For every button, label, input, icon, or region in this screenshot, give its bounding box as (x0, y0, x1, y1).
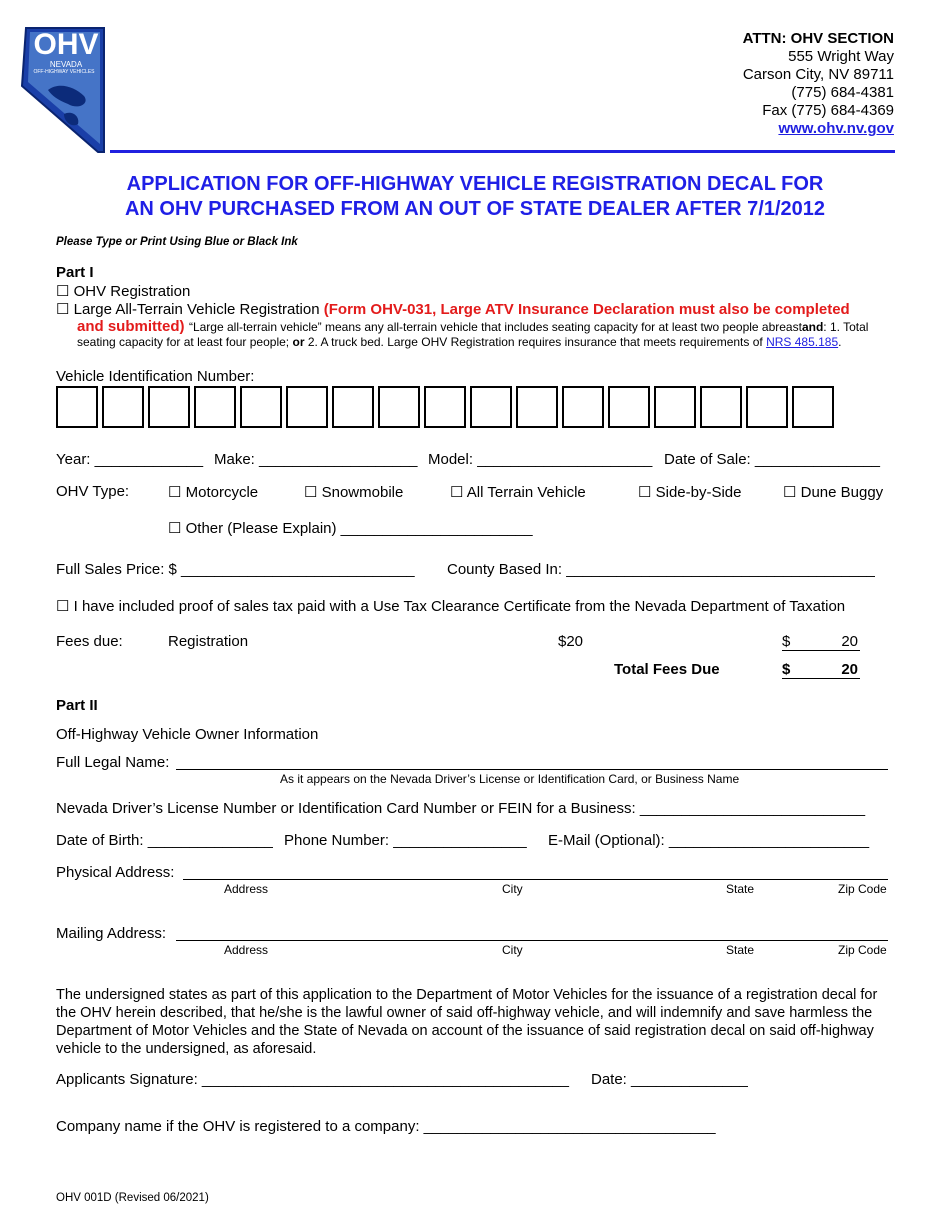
logo-line1: NEVADA (49, 60, 83, 69)
physical-col-address: Address (224, 882, 269, 896)
mailing-col-address: Address (224, 943, 269, 957)
ink-note: Please Type or Print Using Blue or Black Ink (56, 236, 298, 248)
vin-box[interactable] (56, 386, 98, 428)
vin-box[interactable] (700, 386, 742, 428)
vin-box[interactable] (424, 386, 466, 428)
type-atv-checkbox[interactable]: ☐ All Terrain Vehicle (450, 484, 586, 501)
vin-box[interactable] (332, 386, 374, 428)
type-dune-buggy-checkbox[interactable]: ☐ Dune Buggy (783, 484, 884, 501)
def-c: seating capacity for at least four people; (77, 335, 290, 349)
large-atv-warning: (Form OHV-031, Large ATV Insurance Declaration must also be completed (323, 301, 850, 318)
large-atv-definition-2: seating capacity for at least four people; or 2. A truck bed. Large OHV Registration requires insurance that meets requirements of NRS 485.185. (77, 335, 842, 349)
vin-box[interactable] (148, 386, 190, 428)
total-fees-label: Total Fees Due (614, 661, 720, 678)
city: Carson City, NV 89711 (742, 66, 894, 83)
physical-address-label: Physical Address: (56, 864, 175, 881)
ohv-registration-checkbox[interactable]: ☐ OHV Registration (56, 283, 191, 300)
mailing-address-label: Mailing Address: (56, 925, 167, 942)
dob-field[interactable]: Date of Birth: _______________ (56, 832, 273, 849)
def-a: “Large all-terrain vehicle” means any all-terrain vehicle that includes seating capacity for at least two people abreast (188, 320, 802, 334)
physical-col-zip: Zip Code (838, 882, 887, 896)
tax-clearance-checkbox[interactable]: ☐ I have included proof of sales tax paid with a Use Tax Clearance Certificate from the Nevada Department of Taxation (56, 598, 846, 615)
physical-col-state: State (726, 882, 755, 896)
phone: (775) 684-4381 (791, 84, 894, 101)
vin-label: Vehicle Identification Number: (56, 368, 255, 385)
large-atv-checkbox[interactable]: ☐ Large All-Terrain Vehicle Registration (56, 301, 320, 318)
county-field[interactable]: County Based In: _____________________________________ (447, 561, 875, 578)
email-field[interactable]: E-Mail (Optional): ________________________ (548, 832, 870, 849)
title-line2: AN OHV PURCHASED FROM AN OUT OF STATE DEALER AFTER 7/1/2012 (124, 198, 826, 220)
large-atv-warning-end: and submitted) (77, 318, 185, 335)
logo-line2: OFF-HIGHWAY VEHICLES (33, 69, 95, 75)
part2-heading: Part II (56, 697, 98, 714)
type-snowmobile-checkbox[interactable]: ☐ Snowmobile (304, 484, 404, 501)
large-atv-option (56, 300, 850, 318)
physical-col-city: City (502, 882, 523, 896)
company-name-field[interactable]: Company name if the OHV is registered to a company: ___________________________________ (56, 1118, 716, 1135)
fee-line-total (782, 633, 860, 651)
type-side-by-side-checkbox[interactable]: ☐ Side-by-Side (638, 484, 742, 501)
fees-label: Fees due: (56, 633, 123, 650)
legal-name-note: As it appears on the Nevada Driver’s License or Identification Card, or Business Name (280, 772, 740, 786)
fee-amount: $20 (558, 633, 584, 650)
mailing-col-city: City (502, 943, 523, 957)
sales-price-field[interactable]: Full Sales Price: $ ____________________________ (56, 561, 415, 578)
vin-box[interactable] (746, 386, 788, 428)
vin-box[interactable] (102, 386, 144, 428)
signature-date-field[interactable]: Date: ______________ (591, 1071, 748, 1088)
make-field[interactable]: Make: ___________________ (214, 451, 418, 468)
nrs-link[interactable]: NRS 485.185 (766, 335, 839, 349)
large-atv-definition (77, 318, 917, 336)
vin-box[interactable] (194, 386, 236, 428)
attn-label: ATTN: OHV SECTION (742, 30, 894, 47)
type-other-checkbox[interactable]: ☐ Other (Please Explain) _______________________ (168, 520, 533, 537)
title-line1: APPLICATION FOR OFF-HIGHWAY VEHICLE REGISTRATION DECAL FOR (126, 173, 824, 195)
type-motorcycle-checkbox[interactable]: ☐ Motorcycle (168, 484, 259, 501)
vin-box[interactable] (562, 386, 604, 428)
header-divider (110, 150, 895, 153)
mailing-address-input[interactable] (176, 940, 888, 941)
physical-address-input[interactable] (183, 879, 888, 880)
legal-name-input[interactable] (176, 769, 888, 770)
form-footer: OHV 001D (Revised 06/2021) (56, 1192, 209, 1204)
part1-heading: Part I (56, 264, 94, 281)
def-and: and (801, 320, 824, 334)
vin-box[interactable] (378, 386, 420, 428)
form-title (40, 172, 910, 222)
ohv-nevada-logo (18, 24, 110, 156)
dl-number-field[interactable]: Nevada Driver’s License Number or Identification Card Number or FEIN for a Business: ___________________________ (56, 800, 866, 817)
vin-box[interactable] (608, 386, 650, 428)
def-or: or (292, 335, 305, 349)
vin-boxes (56, 386, 836, 432)
vin-box[interactable] (792, 386, 834, 428)
vin-box[interactable] (470, 386, 512, 428)
logo-main-text: OHV (33, 28, 99, 61)
phone-field[interactable]: Phone Number: ________________ (284, 832, 527, 849)
mailing-col-zip: Zip Code (838, 943, 887, 957)
fee-dollar: $ (782, 633, 791, 650)
owner-info-heading: Off-Highway Vehicle Owner Information (56, 726, 319, 743)
header-address (743, 30, 894, 138)
def-d: 2. A truck bed. Large OHV Registration requires insurance that meets requirements of (307, 335, 763, 349)
vin-box[interactable] (286, 386, 328, 428)
fee-line-value: 20 (841, 633, 858, 650)
signature-field[interactable]: Applicants Signature: ____________________________________________ (56, 1071, 569, 1088)
fee-item: Registration (168, 633, 249, 650)
mailing-col-state: State (726, 943, 755, 957)
total-dollar: $ (782, 661, 791, 678)
legal-name-label: Full Legal Name: (56, 754, 170, 771)
date-of-sale-field[interactable]: Date of Sale: _______________ (664, 451, 881, 468)
total-value: 20 (841, 661, 858, 678)
vin-box[interactable] (240, 386, 282, 428)
street: 555 Wright Way (788, 48, 894, 65)
ohv-type-label: OHV Type: (56, 483, 130, 500)
vin-box[interactable] (654, 386, 696, 428)
owner-statement: The undersigned states as part of this application to the Department of Motor Vehicles for the issuance of a registration decal for the OHV herein described, that he/she is the lawful owner of said off-highway vehicle, and will indemnify and save harmless the Department of Motor Vehicles and the State of Nevada on account of the issuance of said registration decal on said off-highway vehicle to the undersigned, as aforesaid. (56, 987, 878, 1057)
total-fees-value (782, 661, 860, 679)
vin-box[interactable] (516, 386, 558, 428)
website-link[interactable]: www.ohv.nv.gov (778, 120, 894, 137)
def-b: : 1. Total (823, 320, 869, 334)
model-field[interactable]: Model: _____________________ (428, 451, 653, 468)
fax: Fax (775) 684-4369 (762, 102, 894, 119)
year-field[interactable]: Year: _____________ (56, 451, 204, 468)
